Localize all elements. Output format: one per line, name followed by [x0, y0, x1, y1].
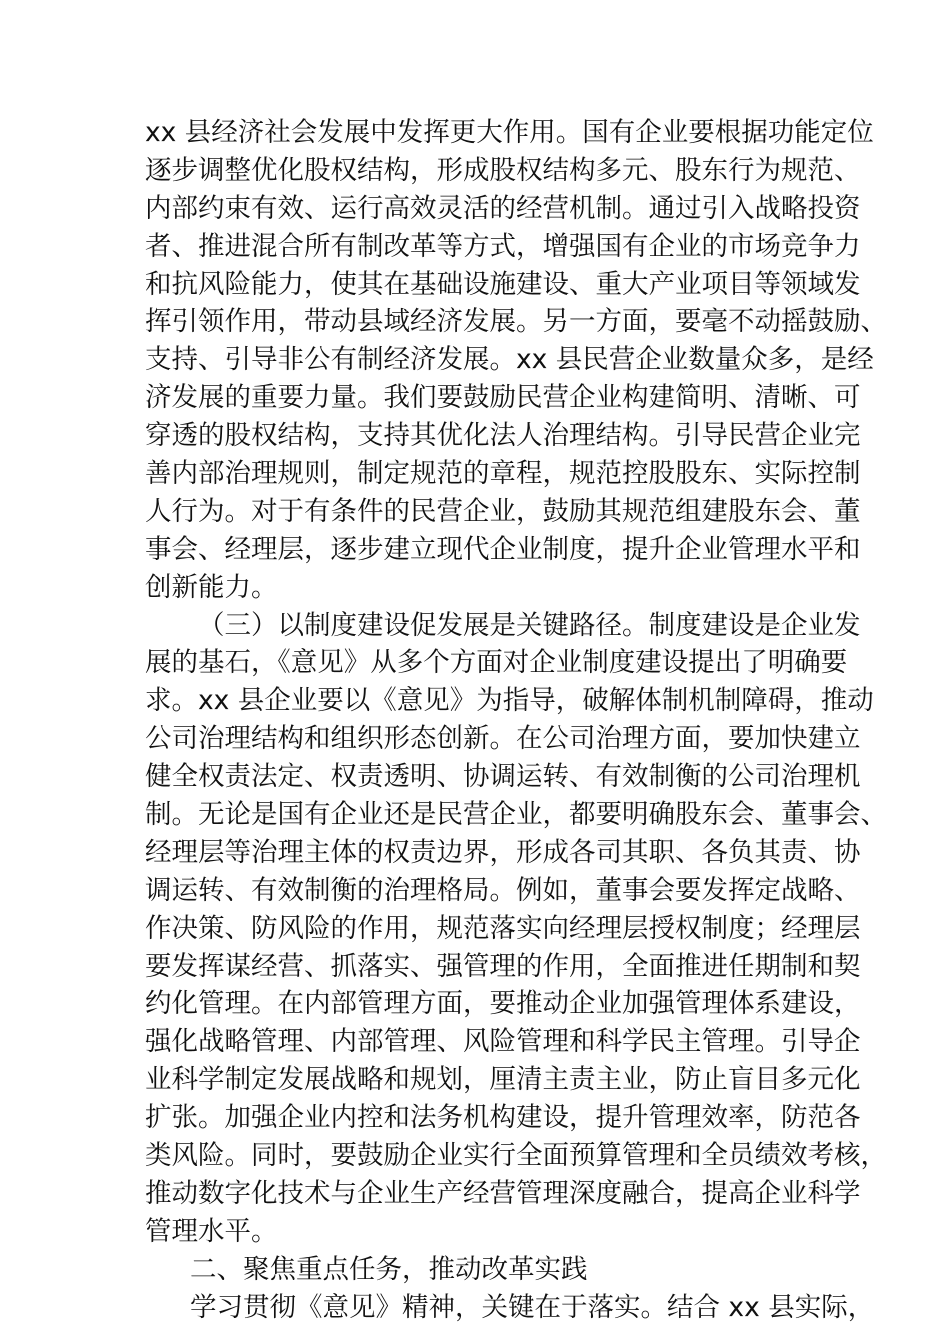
text-line: 穿透的股权结构，支持其优化法人治理结构。引导民营企业完: [145, 420, 861, 452]
text-line: 者、推进混合所有制改革等方式，增强国有企业的市场竞争力: [145, 230, 861, 262]
text-line: 业科学制定发展战略和规划，厘清主责主业，防止盲目多元化: [145, 1064, 861, 1096]
text-line: 事会、经理层，逐步建立现代企业制度，提升企业管理水平和: [145, 533, 861, 565]
text-line: 管理水平。: [145, 1215, 278, 1247]
section-heading-line: 二、聚焦重点任务，推动改革实践: [190, 1253, 588, 1285]
text-line: 逐步调整优化股权结构，形成股权结构多元、股东行为规范、: [145, 154, 861, 186]
text-line: 要发挥谋经营、抓落实、强管理的作用，全面推进任期制和契: [145, 950, 861, 982]
section-heading-line: （三）以制度建设促发展是关键路径。制度建设是企业发: [198, 609, 861, 641]
text-line: 支持、引导非公有制经济发展。xx 县民营企业数量众多，是经: [145, 344, 874, 376]
text-line: 扩张。加强企业内控和法务机构建设，提升管理效率，防范各: [145, 1102, 861, 1134]
text-line: 健全权责法定、权责透明、协调运转、有效制衡的公司治理机: [145, 761, 861, 793]
text-line: 求。xx 县企业要以《意见》为指导，破解体制机制障碍，推动: [145, 685, 874, 717]
text-line: 强化战略管理、内部管理、风险管理和科学民主管理。引导企: [145, 1026, 861, 1058]
text-line: 约化管理。在内部管理方面，要推动企业加强管理体系建设，: [145, 988, 861, 1020]
text-line: 学习贯彻《意见》精神，关键在于落实。结合 xx 县实际，: [190, 1291, 875, 1323]
text-line: 善内部治理规则，制定规范的章程，规范控股股东、实际控制: [145, 458, 861, 490]
text-line: 推动数字化技术与企业生产经营管理深度融合，提高企业科学: [145, 1177, 861, 1209]
text-line: 和抗风险能力，使其在基础设施建设、重大产业项目等领域发: [145, 268, 861, 300]
text-line: 展的基石，《意见》从多个方面对企业制度建设提出了明确要: [145, 647, 848, 679]
text-line: 类风险。同时，要鼓励企业实行全面预算管理和全员绩效考核，: [145, 1140, 887, 1172]
text-line: 作决策、防风险的作用，规范落实向经理层授权制度；经理层: [145, 912, 861, 944]
text-line: 公司治理结构和组织形态创新。在公司治理方面，要加快建立: [145, 723, 861, 755]
text-line: 内部约束有效、运行高效灵活的经营机制。通过引入战略投资: [145, 192, 861, 224]
text-line: 济发展的重要力量。我们要鼓励民营企业构建简明、清晰、可: [145, 382, 861, 414]
text-line: 挥引领作用，带动县域经济发展。另一方面，要毫不动摇鼓励、: [145, 306, 887, 338]
text-line: 创新能力。: [145, 571, 278, 603]
document-body: [145, 114, 887, 1327]
text-line: xx 县经济社会发展中发挥更大作用。国有企业要根据功能定位: [145, 117, 874, 148]
text-line: 经理层等治理主体的权责边界，形成各司其职、各负其责、协: [145, 836, 861, 868]
text-line: 调运转、有效制衡的治理格局。例如，董事会要发挥定战略、: [145, 874, 861, 906]
text-line: 人行为。对于有条件的民营企业，鼓励其规范组建股东会、董: [145, 495, 861, 527]
text-line: 制。无论是国有企业还是民营企业，都要明确股东会、董事会、: [145, 799, 887, 831]
